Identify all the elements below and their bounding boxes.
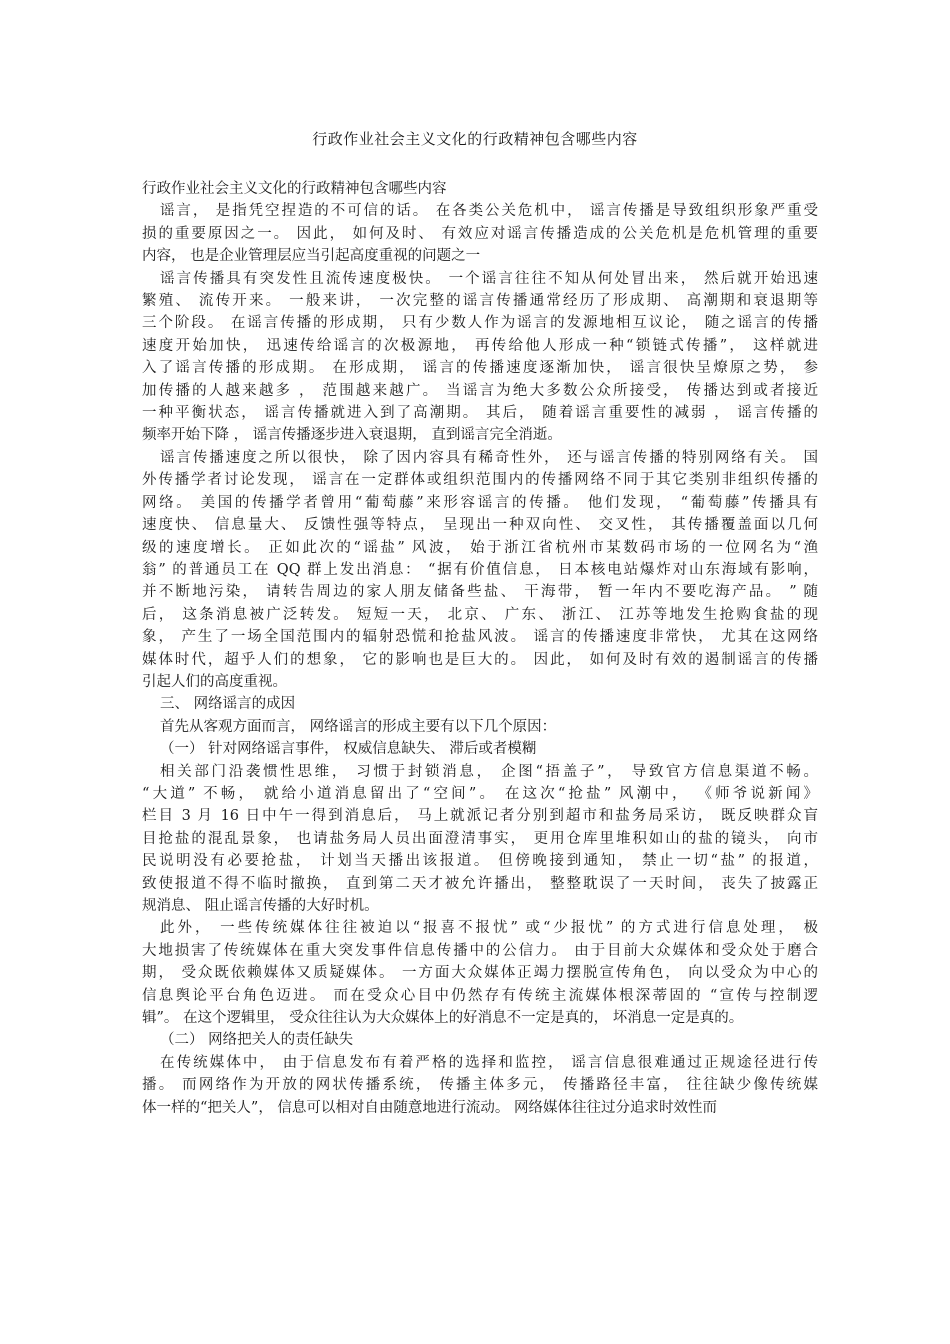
paragraph bbox=[142, 178, 818, 200]
text-line: 大地损害了传统媒体在重大突发事件信息传播中的公信力。 由于目前大众媒体和受众处于磨合 bbox=[142, 942, 818, 959]
text-line: “大道” 不畅， 就给小道消息留出了“空间”。 在这次“抢盐” 风潮中， 《师爷说新闻》 bbox=[142, 785, 818, 802]
text-line: 谣言， 是指凭空捏造的不可信的话。 在各类公关危机中， 谣言传播是导致组织形象严重受 bbox=[160, 203, 818, 220]
text-line: 致使报道不得不临时撤换， 直到第二天才被允许播出， 整整耽误了一天时间， 丧失了披露正 bbox=[142, 875, 818, 892]
text-line: 加传播的人越来越多 ， 范围越来越广。 当谣言为绝大多数公众所接受， 传播达到或者接近 bbox=[142, 382, 818, 399]
text-line: 播。 而网络作为开放的网状传播系统， 传播主体多元， 传播路径丰富， 往往缺少像传统媒 bbox=[142, 1077, 818, 1094]
text-line: 媒体时代，超乎人们的想象， 它的影响也是巨大的。 因此， 如何及时有效的遏制谣言的传播 bbox=[142, 651, 818, 668]
text-line: 规消息、 阻止谣言传播的大好时机。 bbox=[142, 898, 379, 914]
document-body bbox=[142, 178, 818, 1119]
text-line: 后， 这条消息被广泛转发。 短短一天， 北京、 广东、 浙江、 江苏等地发生抢购食盐的现 bbox=[142, 606, 818, 623]
text-line: 繁殖、 流传开来。 一般来讲， 一次完整的谣言传播通常经历了形成期、 高潮期和衰退期等 bbox=[142, 293, 818, 310]
text-line: 行政作业社会主义文化的行政精神包含哪些内容 bbox=[142, 181, 447, 197]
text-line: 速度快、 信息量大、 反馈性强等特点， 呈现出一种双向性、 交叉性， 其传播覆盖面以几何 bbox=[142, 517, 818, 534]
paragraph bbox=[142, 1029, 818, 1051]
paragraph bbox=[142, 738, 818, 760]
paragraph bbox=[142, 447, 818, 693]
text-line: 体一样的“把关人”， 信息可以相对自由随意地进行流动。 网络媒体往往过分追求时效性而 bbox=[142, 1099, 718, 1116]
paragraph bbox=[142, 761, 818, 918]
text-line: 相关部门沿袭惯性思维， 习惯于封锁消息， 企图“捂盖子”， 导致官方信息渠道不畅。 bbox=[160, 763, 818, 780]
text-line: 外传播学者讨论发现， 谣言在一定群体或组织范围内的传播网络不同于其它类别非组织传播的 bbox=[142, 472, 818, 489]
text-line: 信息舆论平台角色迈进。 而在受众心目中仍然存有传统主流媒体根深蒂固的 “宣传与控制逻 bbox=[142, 987, 818, 1004]
text-line: 象， 产生了一场全国范围内的辐射恐慌和抢盐风波。 谣言的传播速度非常快， 尤其在这网络 bbox=[142, 629, 818, 646]
text-line: 一种平衡状态， 谣言传播就进入到了高潮期。 其后， 随着谣言重要性的减弱 ， 谣言传播的 bbox=[142, 405, 818, 422]
paragraph bbox=[142, 716, 818, 738]
text-line: 此外， 一些传统媒体往往被迫以“报喜不报忧” 或“少报忧” 的方式进行信息处理， 极 bbox=[160, 920, 818, 937]
text-line: （一） 针对网络谣言事件， 权威信息缺失、 滞后或者模糊 bbox=[160, 741, 537, 758]
paragraph bbox=[142, 1052, 818, 1119]
text-line: 在传统媒体中， 由于信息发布有着严格的选择和监控， 谣言信息很难通过正规途径进行传 bbox=[160, 1054, 818, 1071]
text-line: 速度开始加快， 迅速传给谣言的次极源地， 再传给他人形成一种“锁链式传播”， 这样就进 bbox=[142, 337, 818, 354]
text-line: 栏目 3 月 16 日中午一得到消息后， 马上就派记者分别到超市和盐务局采访， 既反映群众盲 bbox=[142, 808, 818, 825]
text-line: 期， 受众既依赖媒体又质疑媒体。 一方面大众媒体正竭力摆脱宣传角色， 向以受众为中心的 bbox=[142, 965, 818, 982]
text-line: 民说明没有必要抢盐， 计划当天播出该报道。 但傍晚接到通知， 禁止一切“盐” 的报道， bbox=[142, 853, 818, 870]
text-line: 三、 网络谣言的成因 bbox=[160, 696, 296, 713]
text-line: 级的速度增长。 正如此次的“谣盐” 风波， 始于浙江省杭州市某数码市场的一位网名为“渔 bbox=[142, 539, 818, 556]
text-line: 内容， 也是企业管理层应当引起高度重视的问题之一 bbox=[142, 248, 481, 265]
text-line: 翁” 的普通员工在 QQ 群上发出消息： “据有价值信息， 日本核电站爆炸对山东海域有影响， bbox=[142, 561, 818, 578]
paragraph bbox=[142, 917, 818, 1029]
text-line: 谣言传播具有突发性且流传速度极快。 一个谣言往往不知从何处冒出来， 然后就开始迅速 bbox=[160, 270, 818, 287]
text-line: 入了谣言传播的形成期。 在形成期， 谣言的传播速度逐渐加快， 谣言很快呈燎原之势， 参 bbox=[142, 360, 818, 377]
text-line: 辑”。 在这个逻辑里， 受众往往认为大众媒体上的好消息不一定是真的， 坏消息一定是真的。 bbox=[142, 1010, 744, 1027]
text-line: 损的重要原因之一。 因此， 如何及时、 有效应对谣言传播造成的公关危机是危机管理的重要 bbox=[142, 225, 818, 242]
text-line: 引起人们的高度重视。 bbox=[142, 673, 287, 690]
paragraph bbox=[142, 693, 818, 715]
text-line: 频率开始下降 ， 谣言传播逐步进入衰退期， 直到谣言完全消逝。 bbox=[142, 427, 562, 444]
paragraph bbox=[142, 268, 818, 447]
text-line: 三个阶段。 在谣言传播的形成期， 只有少数人作为谣言的发源地相互议论， 随之谣言的传播 bbox=[142, 315, 818, 332]
document-title: 行政作业社会主义文化的行政精神包含哪些内容 bbox=[312, 130, 638, 148]
text-line: 首先从客观方面而言， 网络谣言的形成主要有以下几个原因： bbox=[160, 718, 557, 735]
text-line: 并不断地污染， 请转告周边的家人朋友储备些盐、 干海带， 暂一年内不要吃海产品。 ” 随 bbox=[142, 584, 818, 601]
text-line: 网络。 美国的传播学者曾用“葡萄藤”来形容谣言的传播。 他们发现， “葡萄藤”传播具有 bbox=[142, 494, 818, 511]
paragraph bbox=[142, 200, 818, 267]
text-line: 目抢盐的混乱景象， 也请盐务局人员出面澄清事实， 更用仓库里堆积如山的盐的镜头， 向市 bbox=[142, 830, 818, 847]
text-line: （二） 网络把关人的责任缺失 bbox=[160, 1032, 354, 1049]
text-line: 谣言传播速度之所以很快， 除了因内容具有稀奇性外， 还与谣言传播的特别网络有关。 国 bbox=[160, 449, 818, 466]
